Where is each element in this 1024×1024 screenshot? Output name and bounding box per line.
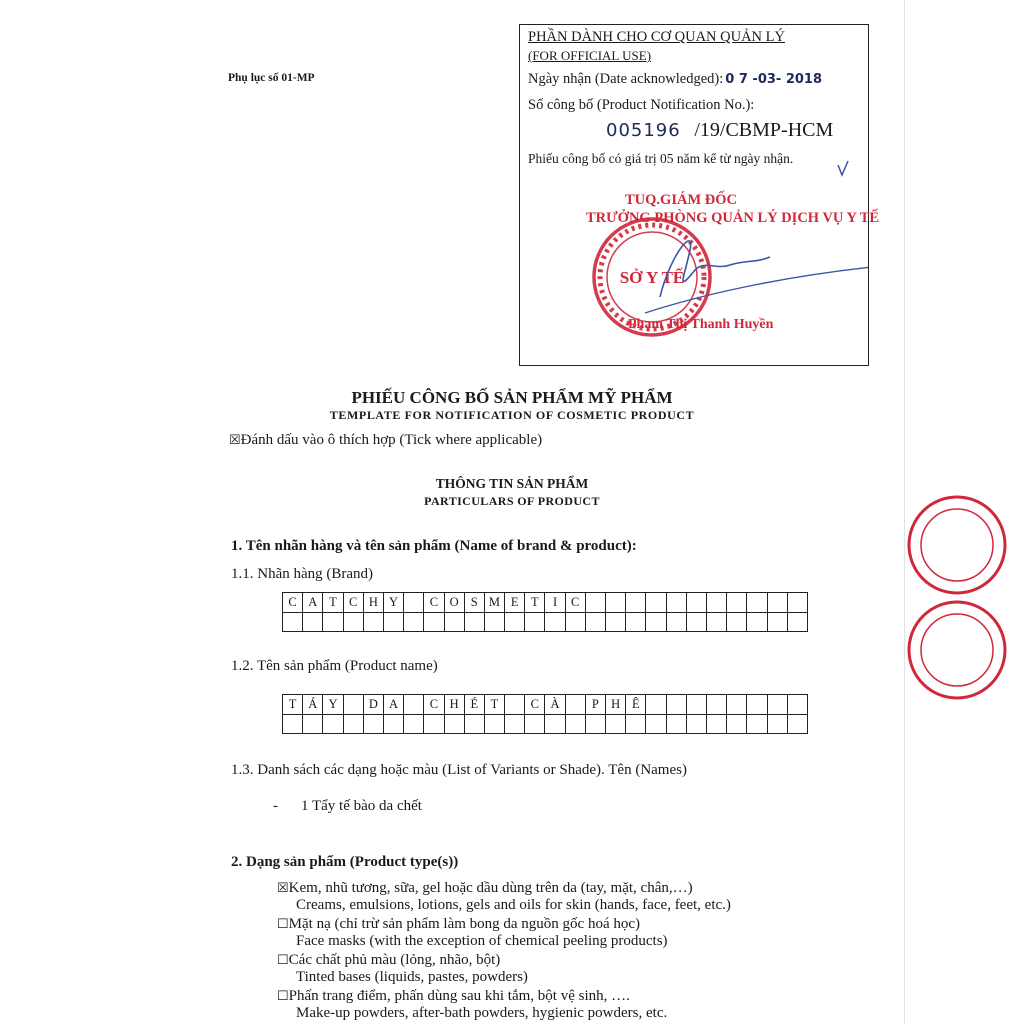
checked-box-icon: ☒ (229, 432, 241, 447)
grid-cell (626, 593, 646, 613)
grid-cell (484, 612, 504, 632)
grid-cell (323, 714, 343, 734)
grid-cell: T (484, 695, 504, 715)
date-acknowledged-value: 0 7 -03- 2018 (725, 72, 823, 87)
grid-cell (525, 714, 545, 734)
product-type-vi: Phấn trang điểm, phấn dùng sau khi tắm, bột vệ sinh, …. (288, 988, 630, 1004)
grid-cell: Á (303, 695, 323, 715)
notification-number-handwritten: 005196 (606, 120, 681, 141)
grid-cell (404, 593, 424, 613)
grid-cell (666, 593, 686, 613)
grid-cell (727, 593, 747, 613)
section2-heading: 2. Dạng sản phẩm (Product type(s)) (231, 854, 459, 870)
official-use-box (519, 24, 880, 366)
notification-number-suffix: /19/CBMP-HCM (694, 119, 834, 141)
grid-cell: H (606, 695, 626, 715)
grid-cell (283, 714, 303, 734)
product-type-vi: Mặt nạ (chỉ trừ sản phẩm làm bong da nguồn gốc hoá học) (288, 916, 641, 932)
product-type-vi: Các chất phủ màu (lỏng, nhão, bột) (288, 952, 501, 968)
grid-cell: Ê (626, 695, 646, 715)
brand-grid-row-1 (283, 593, 808, 613)
grid-cell (283, 612, 303, 632)
grid-cell (545, 612, 565, 632)
grid-cell (505, 695, 525, 715)
title-en: TEMPLATE FOR NOTIFICATION OF COSMETIC PRODUCT (329, 408, 695, 422)
title-vi: PHIẾU CÔNG BỐ SẢN PHẨM MỸ PHẨM (351, 388, 673, 407)
grid-cell (767, 612, 787, 632)
grid-cell: D (363, 695, 383, 715)
grid-cell (565, 612, 585, 632)
grid-cell (444, 714, 464, 734)
grid-cell (646, 695, 666, 715)
signer-department: TRƯỞNG PHÒNG QUẢN LÝ DỊCH VỤ Y TẾ (586, 210, 880, 226)
date-acknowledged-label: Ngày nhận (Date acknowledged): 0 7 -03- 2018 (528, 71, 823, 87)
grid-cell (505, 714, 525, 734)
grid-cell: O (444, 593, 464, 613)
grid-cell (404, 714, 424, 734)
product-grid-row-1 (283, 695, 808, 715)
grid-cell: H (444, 695, 464, 715)
product-type-en: Creams, emulsions, lotions, gels and oils for skin (hands, face, feet, etc.) (296, 897, 731, 913)
grid-cell (444, 612, 464, 632)
grid-cell (646, 714, 666, 734)
signer-title: TUQ.GIÁM ĐỐC (625, 192, 737, 208)
tick-note: ☒Đánh dấu vào ô thích hợp (Tick where applicable) (229, 432, 543, 448)
grid-cell: T (283, 695, 303, 715)
grid-cell (363, 612, 383, 632)
grid-cell (464, 714, 484, 734)
grid-cell (706, 714, 726, 734)
empty-checkbox-icon: ☐ (277, 916, 289, 931)
grid-cell (525, 612, 545, 632)
grid-cell: A (383, 695, 403, 715)
grid-cell (323, 612, 343, 632)
official-heading-en: (FOR OFFICIAL USE) (528, 48, 652, 63)
validity-note: Phiếu công bố có giá trị 05 năm kể từ ngày nhận. (528, 151, 794, 166)
empty-checkbox-icon: ☐ (277, 952, 289, 967)
grid-cell: T (525, 593, 545, 613)
grid-cell: S (464, 593, 484, 613)
particulars-en: PARTICULARS OF PRODUCT (424, 494, 600, 508)
grid-cell (505, 612, 525, 632)
product-type-option (277, 988, 630, 1005)
initial-mark (838, 161, 848, 175)
grid-cell (464, 612, 484, 632)
grid-cell (545, 714, 565, 734)
grid-cell (606, 612, 626, 632)
grid-cell (747, 593, 767, 613)
grid-cell: H (363, 593, 383, 613)
grid-cell: C (525, 695, 545, 715)
grid-cell (787, 612, 807, 632)
grid-cell: E (505, 593, 525, 613)
grid-cell (767, 714, 787, 734)
brand-grid (282, 592, 808, 632)
grid-cell: M (484, 593, 504, 613)
signer-name: Phạm Thị Thanh Huyền (628, 317, 774, 332)
grid-cell (404, 612, 424, 632)
grid-cell: C (565, 593, 585, 613)
product-type-vi: Kem, nhũ tương, sữa, gel hoặc dầu dùng trên da (tay, mặt, chân,…) (288, 880, 693, 896)
grid-cell (767, 695, 787, 715)
grid-cell: C (424, 695, 444, 715)
notification-number-label: Số công bố (Product Notification No.): (528, 97, 755, 113)
grid-cell (727, 695, 747, 715)
empty-checkbox-icon: ☐ (277, 988, 289, 1003)
grid-cell (727, 612, 747, 632)
grid-cell (343, 714, 363, 734)
grid-cell: É (464, 695, 484, 715)
grid-cell (383, 714, 403, 734)
grid-cell (666, 612, 686, 632)
grid-cell (686, 714, 706, 734)
variants-label: 1.3. Danh sách các dạng hoặc màu (List of Variants or Shade). Tên (Names) (231, 762, 687, 778)
grid-cell (686, 695, 706, 715)
grid-cell: P (585, 695, 605, 715)
brand-label: 1.1. Nhãn hàng (Brand) (231, 566, 374, 582)
grid-cell (606, 593, 626, 613)
grid-cell (303, 714, 323, 734)
grid-cell (646, 593, 666, 613)
product-grid-row-2 (283, 714, 808, 734)
product-type-en: Face masks (with the exception of chemical peeling products) (296, 933, 668, 949)
grid-cell (424, 612, 444, 632)
grid-cell (363, 714, 383, 734)
product-type-en: Make-up powders, after-bath powders, hygienic powders, etc. (296, 1005, 668, 1021)
grid-cell (767, 593, 787, 613)
grid-cell (484, 714, 504, 734)
variant-bullet: - (273, 798, 278, 814)
grid-cell (747, 695, 767, 715)
grid-cell (303, 612, 323, 632)
grid-cell (787, 695, 807, 715)
grid-cell (383, 612, 403, 632)
grid-cell: C (424, 593, 444, 613)
appendix-label: Phụ lục số 01-MP (228, 72, 315, 84)
grid-cell (585, 593, 605, 613)
grid-cell (565, 695, 585, 715)
grid-cell (343, 612, 363, 632)
grid-cell (747, 612, 767, 632)
grid-cell (666, 695, 686, 715)
grid-cell (706, 612, 726, 632)
grid-cell (727, 714, 747, 734)
grid-cell (343, 695, 363, 715)
grid-cell (706, 695, 726, 715)
particulars-vi: THÔNG TIN SẢN PHẨM (435, 476, 589, 491)
grid-cell (646, 612, 666, 632)
grid-cell (424, 714, 444, 734)
grid-cell (606, 714, 626, 734)
adjacent-page-edge (904, 0, 1024, 1024)
product-type-option (277, 952, 500, 969)
grid-cell: À (545, 695, 565, 715)
grid-cell (565, 714, 585, 734)
checked-box-icon: ☒ (277, 880, 289, 895)
grid-cell: Y (383, 593, 403, 613)
grid-cell (666, 714, 686, 734)
product-type-option (277, 880, 693, 897)
grid-cell: T (323, 593, 343, 613)
seal-center-text: SỞ Y TẾ (619, 268, 685, 287)
product-name-grid (282, 694, 808, 734)
product-name-label: 1.2. Tên sản phẩm (Product name) (231, 658, 438, 674)
adjacent-stamp-marks (905, 0, 1024, 1024)
grid-cell (585, 714, 605, 734)
grid-cell (686, 593, 706, 613)
grid-cell (686, 612, 706, 632)
brand-grid-row-2 (283, 612, 808, 632)
grid-cell (626, 714, 646, 734)
grid-cell (706, 593, 726, 613)
grid-cell (787, 714, 807, 734)
grid-cell (626, 612, 646, 632)
variant-item-1: 1 Tẩy tế bào da chết (301, 798, 422, 814)
official-heading: PHẦN DÀNH CHO CƠ QUAN QUẢN LÝ (528, 29, 785, 45)
grid-cell: C (343, 593, 363, 613)
product-type-en: Tinted bases (liquids, pastes, powders) (296, 969, 528, 985)
section1-heading: 1. Tên nhãn hàng và tên sản phẩm (Name of brand & product): (231, 538, 637, 554)
grid-cell (787, 593, 807, 613)
grid-cell (747, 714, 767, 734)
grid-cell (404, 695, 424, 715)
grid-cell: C (283, 593, 303, 613)
grid-cell: A (303, 593, 323, 613)
grid-cell: I (545, 593, 565, 613)
grid-cell: Y (323, 695, 343, 715)
grid-cell (585, 612, 605, 632)
official-seal-and-signature (520, 25, 868, 365)
product-type-option (277, 916, 640, 933)
